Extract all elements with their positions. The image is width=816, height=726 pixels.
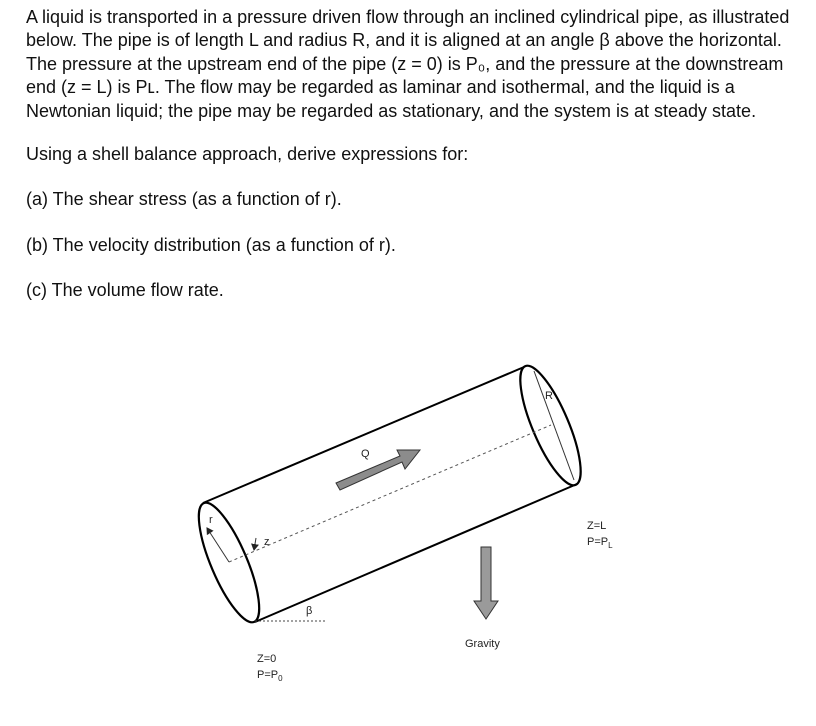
- label-downstream-z: Z=L: [587, 520, 607, 532]
- label-downstream-p: [587, 536, 613, 550]
- z-axis: [254, 538, 256, 550]
- pipe-bottom-edge: [255, 484, 577, 622]
- question-a: (a) The shear stress (as a function of r).: [26, 189, 342, 210]
- label-gravity: Gravity: [465, 638, 500, 650]
- gravity-arrow: [474, 547, 498, 619]
- question-c: (c) The volume flow rate.: [26, 280, 224, 301]
- label-r: r: [209, 514, 213, 526]
- label-upstream-z: Z=0: [257, 653, 277, 665]
- pipe-centerline: [229, 425, 551, 562]
- flow-arrow: [336, 450, 420, 490]
- downstream-p-sub: L: [608, 541, 613, 550]
- task-statement: Using a shell balance approach, derive expressions for:: [26, 144, 469, 165]
- r-axis: [207, 528, 229, 562]
- label-beta: β: [306, 605, 313, 617]
- label-upstream-p: [257, 669, 283, 683]
- pipe-top-edge: [203, 367, 524, 503]
- radius-line: [534, 371, 574, 480]
- label-R: R: [545, 390, 553, 402]
- pipe-inlet-ellipse: [187, 496, 271, 629]
- upstream-p-main: P=P: [257, 669, 279, 681]
- question-b: (b) The velocity distribution (as a function of r).: [26, 234, 396, 255]
- upstream-p-sub: 0: [278, 674, 283, 683]
- intro-paragraph: A liquid is transported in a pressure driven flow through an inclined cylindrical pipe, as illustrated below. The pipe is of length L and radius R, and it is aligned at an angle β above the horizontal. The pressure at the upstream end of the pipe (z = 0) is P₀, and the pressure at the downstream end (z = L) is Pʟ. The flow may be regarded as laminar and isothermal, and the liquid is a Newtonian liquid; the pipe may be regarded as stationary, and the system is at steady state.: [26, 7, 790, 121]
- label-z: z: [264, 536, 270, 548]
- label-Q: Q: [361, 448, 370, 460]
- downstream-p-main: P=P: [587, 536, 609, 548]
